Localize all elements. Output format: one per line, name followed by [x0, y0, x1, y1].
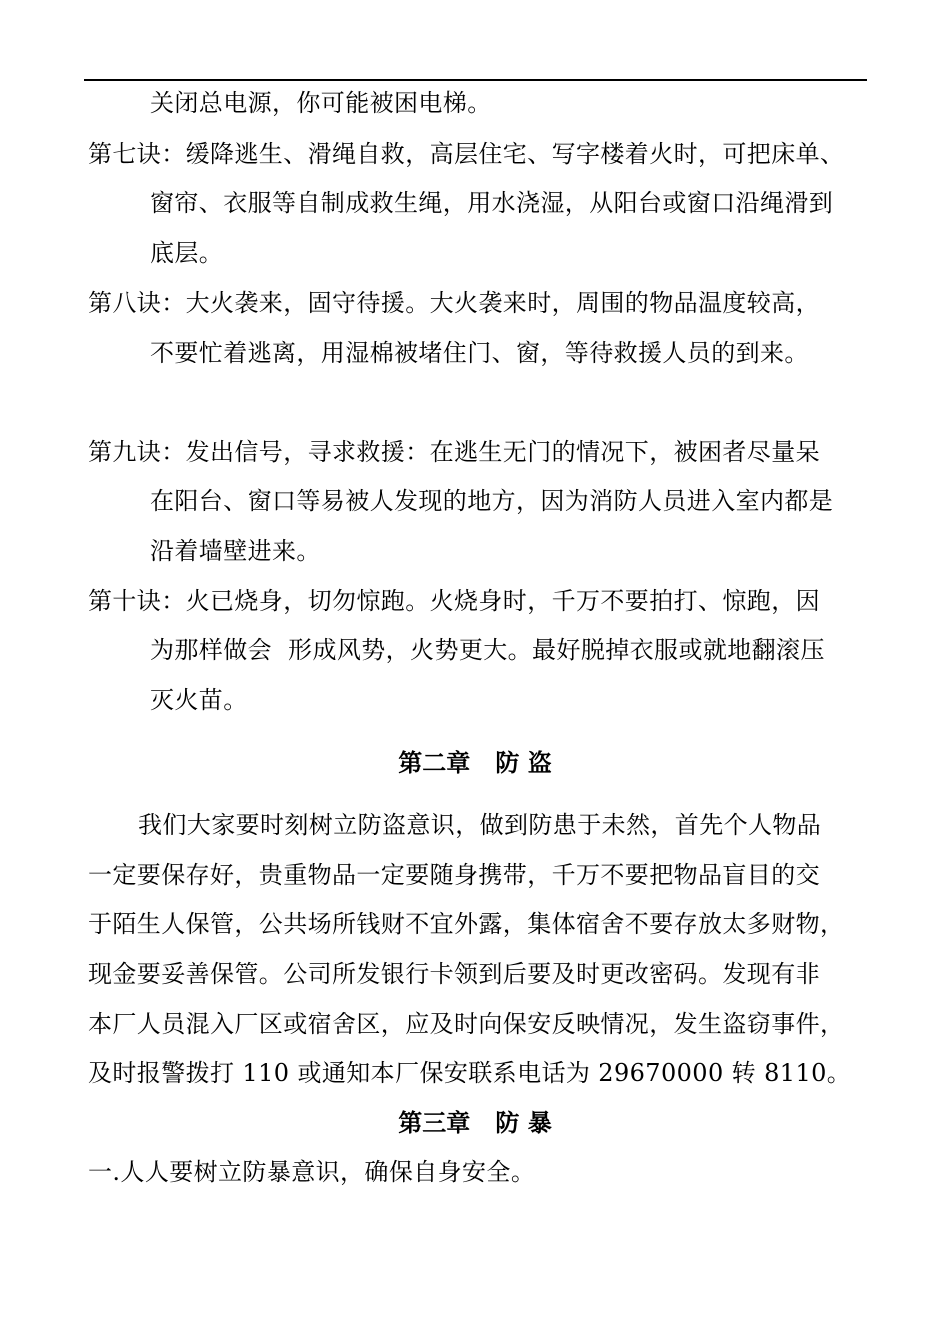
chapter-3-title: 第三章 防 暴 [398, 1108, 552, 1137]
chapter-2-para-line-4: 现金要妥善保管。公司所发银行卡领到后要及时更改密码。发现有非 [88, 960, 820, 988]
header-rule [84, 79, 867, 81]
tip10-line-3: 灭火苗。 [150, 686, 248, 714]
tip7-line-2: 窗帘、衣服等自制成救生绳，用水浇湿，从阳台或窗口沿绳滑到 [150, 189, 834, 217]
tip8-line-2: 不要忙着逃离，用湿棉被堵住门、窗，等待救援人员的到来。 [150, 339, 809, 367]
chapter-2-para-line-2: 一定要保存好，贵重物品一定要随身携带，千万不要把物品盲目的交 [88, 861, 820, 889]
chapter-2-para-line-1: 我们大家要时刻树立防盗意识，做到防患于未然，首先个人物品 [138, 811, 822, 839]
tip9-line-1: 第九诀：发出信号，寻求救援：在逃生无门的情况下，被困者尽量呆 [88, 438, 820, 466]
chapter-2-para-line-6: 及时报警拨打 110 或通知本厂保安联系电话为 29670000 转 8110。 [88, 1059, 852, 1087]
tip7-line-1: 第七诀：缓降逃生、滑绳自救，高层住宅、写字楼着火时，可把床单、 [88, 140, 845, 168]
chapter-2-para-line-3: 于陌生人保管，公共场所钱财不宜外露，集体宿舍不要存放太多财物， [88, 910, 845, 938]
text-line: 关闭总电源，你可能被困电梯。 [150, 89, 492, 117]
chapter-3-item-1: 一.人人要树立防暴意识，确保自身安全。 [88, 1158, 536, 1186]
chapter-2-title: 第二章 防 盗 [398, 748, 552, 777]
tip7-line-3: 底层。 [150, 239, 224, 267]
chapter-2-para-line-5: 本厂人员混入厂区或宿舍区，应及时向保安反映情况，发生盗窃事件， [88, 1010, 845, 1038]
tip10-line-1: 第十诀：火已烧身，切勿惊跑。火烧身时，千万不要拍打、惊跑，因 [88, 587, 820, 615]
tip9-line-2: 在阳台、窗口等易被人发现的地方，因为消防人员进入室内都是 [150, 487, 834, 515]
tip10-line-2: 为那样做会 形成风势，火势更大。最好脱掉衣服或就地翻滚压 [150, 636, 825, 664]
tip8-line-1: 第八诀：大火袭来，固守待援。大火袭来时，周围的物品温度较高， [88, 289, 820, 317]
tip9-line-3: 沿着墙壁进来。 [150, 537, 321, 565]
